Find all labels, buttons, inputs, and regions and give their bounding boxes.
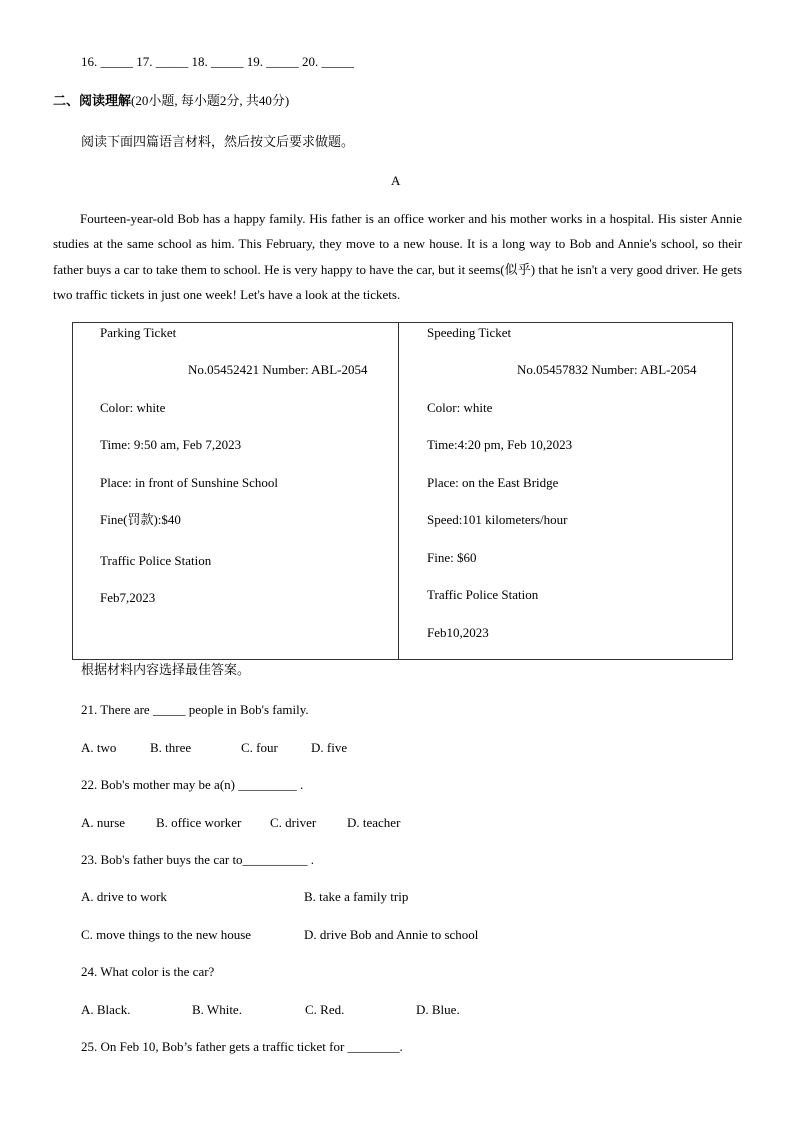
blank-17: 17. _____	[136, 54, 189, 69]
question-21-option-a: A. two	[81, 740, 117, 755]
question-23-option-c: C. move things to the new house	[81, 927, 252, 942]
question-23-option-a: A. drive to work	[81, 889, 167, 904]
blank-18: 18. _____	[191, 54, 244, 69]
question-24-option-d: D. Blue.	[416, 1002, 460, 1017]
question-21-option-c: C. four	[241, 740, 278, 755]
speeding-ticket-date: Feb10,2023	[427, 625, 489, 640]
passage-text: Fourteen-year-old Bob has a happy family. His father is an office worker and his mother works in a hospital. His sister Annie studies at the same school as him. This February, they move to a new house. It is a long way to Bob and Annie's school, so their father buys a car to take them to school. He is very happy to have the car, but it seems(似乎) that he isn't a very good driver. He gets two traffic tickets in just one week! Let's have a look at the tickets.	[53, 211, 742, 302]
speeding-ticket-time: Time:4:20 pm, Feb 10,2023	[427, 437, 573, 452]
section-note: (20小题, 每小题2分, 共40分)	[131, 93, 290, 108]
question-22-option-b: B. office worker	[156, 815, 242, 830]
parking-ticket-number: No.05452421 Number: ABL-2054	[188, 362, 368, 377]
passage	[53, 206, 742, 307]
question-24-option-c: C. Red.	[305, 1002, 345, 1017]
questions-instruction: 根据材料内容选择最佳答案。	[81, 662, 251, 677]
parking-ticket	[73, 323, 399, 660]
question-23-option-d: D. drive Bob and Annie to school	[304, 927, 479, 942]
speeding-ticket	[399, 323, 733, 660]
answer-blanks-line	[81, 54, 354, 70]
parking-ticket-place: Place: in front of Sunshine School	[100, 475, 279, 490]
question-23-option-b: B. take a family trip	[304, 889, 409, 904]
parking-ticket-time: Time: 9:50 am, Feb 7,2023	[100, 437, 242, 452]
parking-ticket-title: Parking Ticket	[100, 325, 177, 340]
section-heading	[53, 93, 289, 110]
speeding-ticket-station: Traffic Police Station	[427, 587, 539, 602]
question-24-option-a: A. Black.	[81, 1002, 131, 1017]
parking-ticket-station: Traffic Police Station	[100, 553, 212, 568]
question-22-option-c: C. driver	[270, 815, 317, 830]
speeding-ticket-number: No.05457832 Number: ABL-2054	[517, 362, 697, 377]
tickets-table	[72, 322, 733, 660]
speeding-ticket-fine: Fine: $60	[427, 550, 477, 565]
parking-ticket-fine: Fine(罚款):$40	[100, 512, 181, 527]
blank-20: 20. _____	[302, 54, 354, 69]
speeding-ticket-speed: Speed:101 kilometers/hour	[427, 512, 568, 527]
speeding-ticket-place: Place: on the East Bridge	[427, 475, 559, 490]
speeding-ticket-color: Color: white	[427, 400, 493, 415]
speeding-ticket-title: Speeding Ticket	[427, 325, 512, 340]
instruction: 阅读下面四篇语言材料，然后按文后要求做题。	[81, 134, 355, 149]
parking-ticket-color: Color: white	[100, 400, 166, 415]
section-title: 二、阅读理解	[53, 94, 132, 109]
question-24-option-b: B. White.	[192, 1002, 242, 1017]
question-21-option-b: B. three	[150, 740, 192, 755]
question-23-stem: 23. Bob's father buys the car to__________ .	[81, 852, 315, 867]
question-22-option-d: D. teacher	[347, 815, 401, 830]
question-21-stem: 21. There are _____ people in Bob's family.	[81, 702, 309, 717]
question-24-stem: 24. What color is the car?	[81, 964, 215, 979]
passage-label: A	[391, 173, 401, 188]
blank-16: 16. _____	[81, 54, 133, 69]
question-25-stem: 25. On Feb 10, Bob’s father gets a traffic ticket for ________.	[81, 1039, 403, 1054]
parking-ticket-date: Feb7,2023	[100, 590, 156, 605]
question-21-option-d: D. five	[311, 740, 348, 755]
question-22-option-a: A. nurse	[81, 815, 126, 830]
question-22-stem: 22. Bob's mother may be a(n) _________ .	[81, 777, 304, 792]
blank-19: 19. _____	[246, 54, 299, 69]
